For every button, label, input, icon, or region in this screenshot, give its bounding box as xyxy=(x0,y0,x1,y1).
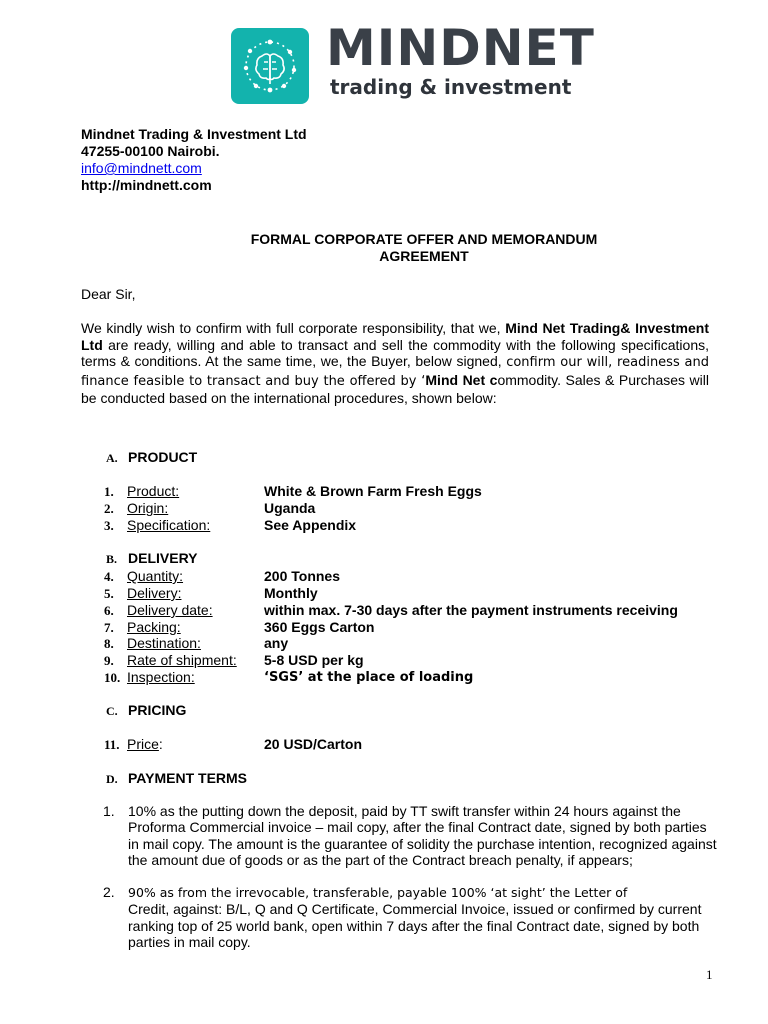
item-label: Packing: xyxy=(127,619,181,635)
section-title: PRICING xyxy=(128,702,187,718)
item-label: Delivery date: xyxy=(127,602,213,618)
salutation: Dear Sir, xyxy=(81,286,136,302)
company-name: Mindnet Trading & Investment Ltd xyxy=(81,126,307,142)
item-label: Quantity: xyxy=(127,568,184,584)
item-number: 5. xyxy=(104,586,114,601)
item-label: Rate of shipment: xyxy=(127,652,237,668)
payment-term-text: 10% as the putting down the deposit, paid by TT swift transfer within 24 hours against the Proforma Commercial invoice – mail copy, after the final Contract date, signed by both parties in mail copy. The amount is the guarantee of solidity the purchase intention, recognized against the amount due of goods or as the part of the Contract breach penalty, if appears; xyxy=(128,803,717,868)
section-letter: D. xyxy=(106,772,118,786)
item-label: Origin: xyxy=(127,500,169,516)
spec-row xyxy=(104,568,340,585)
company-address: 47255-00100 Nairobi. xyxy=(81,143,220,159)
item-number: 2. xyxy=(104,501,114,516)
section-title: PRODUCT xyxy=(128,449,198,465)
intro-text-1: We kindly wish to confirm with full corporate responsibility, that we, xyxy=(81,320,506,336)
website-url[interactable]: http://mindnett.com xyxy=(81,177,212,193)
item-value: Uganda xyxy=(264,500,316,516)
item-colon: : xyxy=(158,736,163,752)
spec-row xyxy=(104,652,364,669)
payment-term-number: 1. xyxy=(103,803,115,819)
spec-row xyxy=(104,736,363,753)
intro-commodity-bold: Mind Net c xyxy=(425,371,498,388)
section-letter: B. xyxy=(106,552,118,566)
spec-row xyxy=(104,500,316,517)
intro-text-3: confirm our will, readiness and finance feasible to transact and buy the offered by ‘ xyxy=(81,355,709,389)
item-label: Price xyxy=(127,736,159,752)
item-label: Destination: xyxy=(127,635,201,651)
payment-term-text-part-a: 90% as from the irrevocable, transferable, payable 100% ‘at sight’ the Letter of xyxy=(128,885,628,900)
document-title-line-1: FORMAL CORPORATE OFFER AND MEMORANDUM xyxy=(250,231,598,247)
spec-row xyxy=(104,517,357,534)
section-d-heading xyxy=(106,770,247,787)
item-value: within max. 7-30 days after the payment instruments receiving xyxy=(264,602,678,618)
spec-row xyxy=(104,585,318,602)
brand-tagline: trading & investment xyxy=(330,75,572,99)
section-b-heading xyxy=(106,550,198,567)
item-number: 1. xyxy=(104,484,114,499)
item-number: 4. xyxy=(104,569,114,584)
intro-paragraph xyxy=(81,320,709,407)
section-title: DELIVERY xyxy=(128,550,198,566)
item-label: Delivery: xyxy=(127,585,182,601)
intro-text-4: ommodity. Sales & Purchases will be conducted based on the international procedures, shown below: xyxy=(81,371,709,406)
item-label: Product: xyxy=(127,483,180,499)
item-value: any xyxy=(264,635,289,651)
section-letter: C. xyxy=(106,704,118,718)
email-link[interactable]: info@mindnett.com xyxy=(81,160,202,176)
company-info xyxy=(81,126,307,194)
payment-term-number: 2. xyxy=(103,884,115,900)
spec-row xyxy=(104,635,289,652)
brand-name: MINDNET xyxy=(326,19,595,77)
item-value: 200 Tonnes xyxy=(264,568,340,584)
payment-term-2 xyxy=(103,884,723,950)
spec-row xyxy=(104,619,375,636)
item-value: ‘SGS’ at the place of loading xyxy=(264,670,474,685)
item-number: 7. xyxy=(104,620,114,635)
item-number: 3. xyxy=(104,518,114,533)
intro-company-bold: Mind Net Trading& Investment Ltd xyxy=(81,320,709,353)
item-value: See Appendix xyxy=(264,517,357,533)
logo-mark xyxy=(231,28,309,104)
item-value: 360 Eggs Carton xyxy=(264,619,375,635)
section-c-heading xyxy=(106,702,186,719)
item-value: 5-8 USD per kg xyxy=(264,652,364,668)
page-number: 1 xyxy=(706,967,713,982)
item-value: White & Brown Farm Fresh Eggs xyxy=(264,483,482,499)
item-number: 11. xyxy=(104,737,120,752)
document-title-line-2: AGREEMENT xyxy=(379,248,469,264)
payment-term-text-part-b: Credit, against: B/L, Q and Q Certificate, Commercial Invoice, issued or confirmed by current ranking top of 25 world bank, open within 7 days after the final Contract date, signed by both parties in mail copy. xyxy=(128,901,702,950)
intro-text-2: are ready, willing and able to transact and sell the commodity with the following specifications, terms & conditions. At the same time, we, the Buyer, below signed, xyxy=(81,336,709,369)
payment-term-1 xyxy=(103,803,723,885)
item-number: 8. xyxy=(104,636,114,651)
item-number: 6. xyxy=(104,603,114,618)
item-number: 10. xyxy=(104,670,121,685)
item-number: 9. xyxy=(104,653,114,668)
spec-row xyxy=(104,602,678,619)
brain-network-icon xyxy=(238,34,302,98)
item-label: Specification: xyxy=(127,517,211,533)
payment-term-text xyxy=(128,884,718,950)
spec-row xyxy=(104,669,474,686)
section-title: PAYMENT TERMS xyxy=(128,770,248,786)
item-label: Inspection: xyxy=(127,669,195,685)
item-value: Monthly xyxy=(264,585,318,601)
section-a-heading xyxy=(106,449,197,466)
item-value: 20 USD/Carton xyxy=(264,736,363,752)
spec-row xyxy=(104,483,482,500)
section-letter: A. xyxy=(106,451,118,465)
